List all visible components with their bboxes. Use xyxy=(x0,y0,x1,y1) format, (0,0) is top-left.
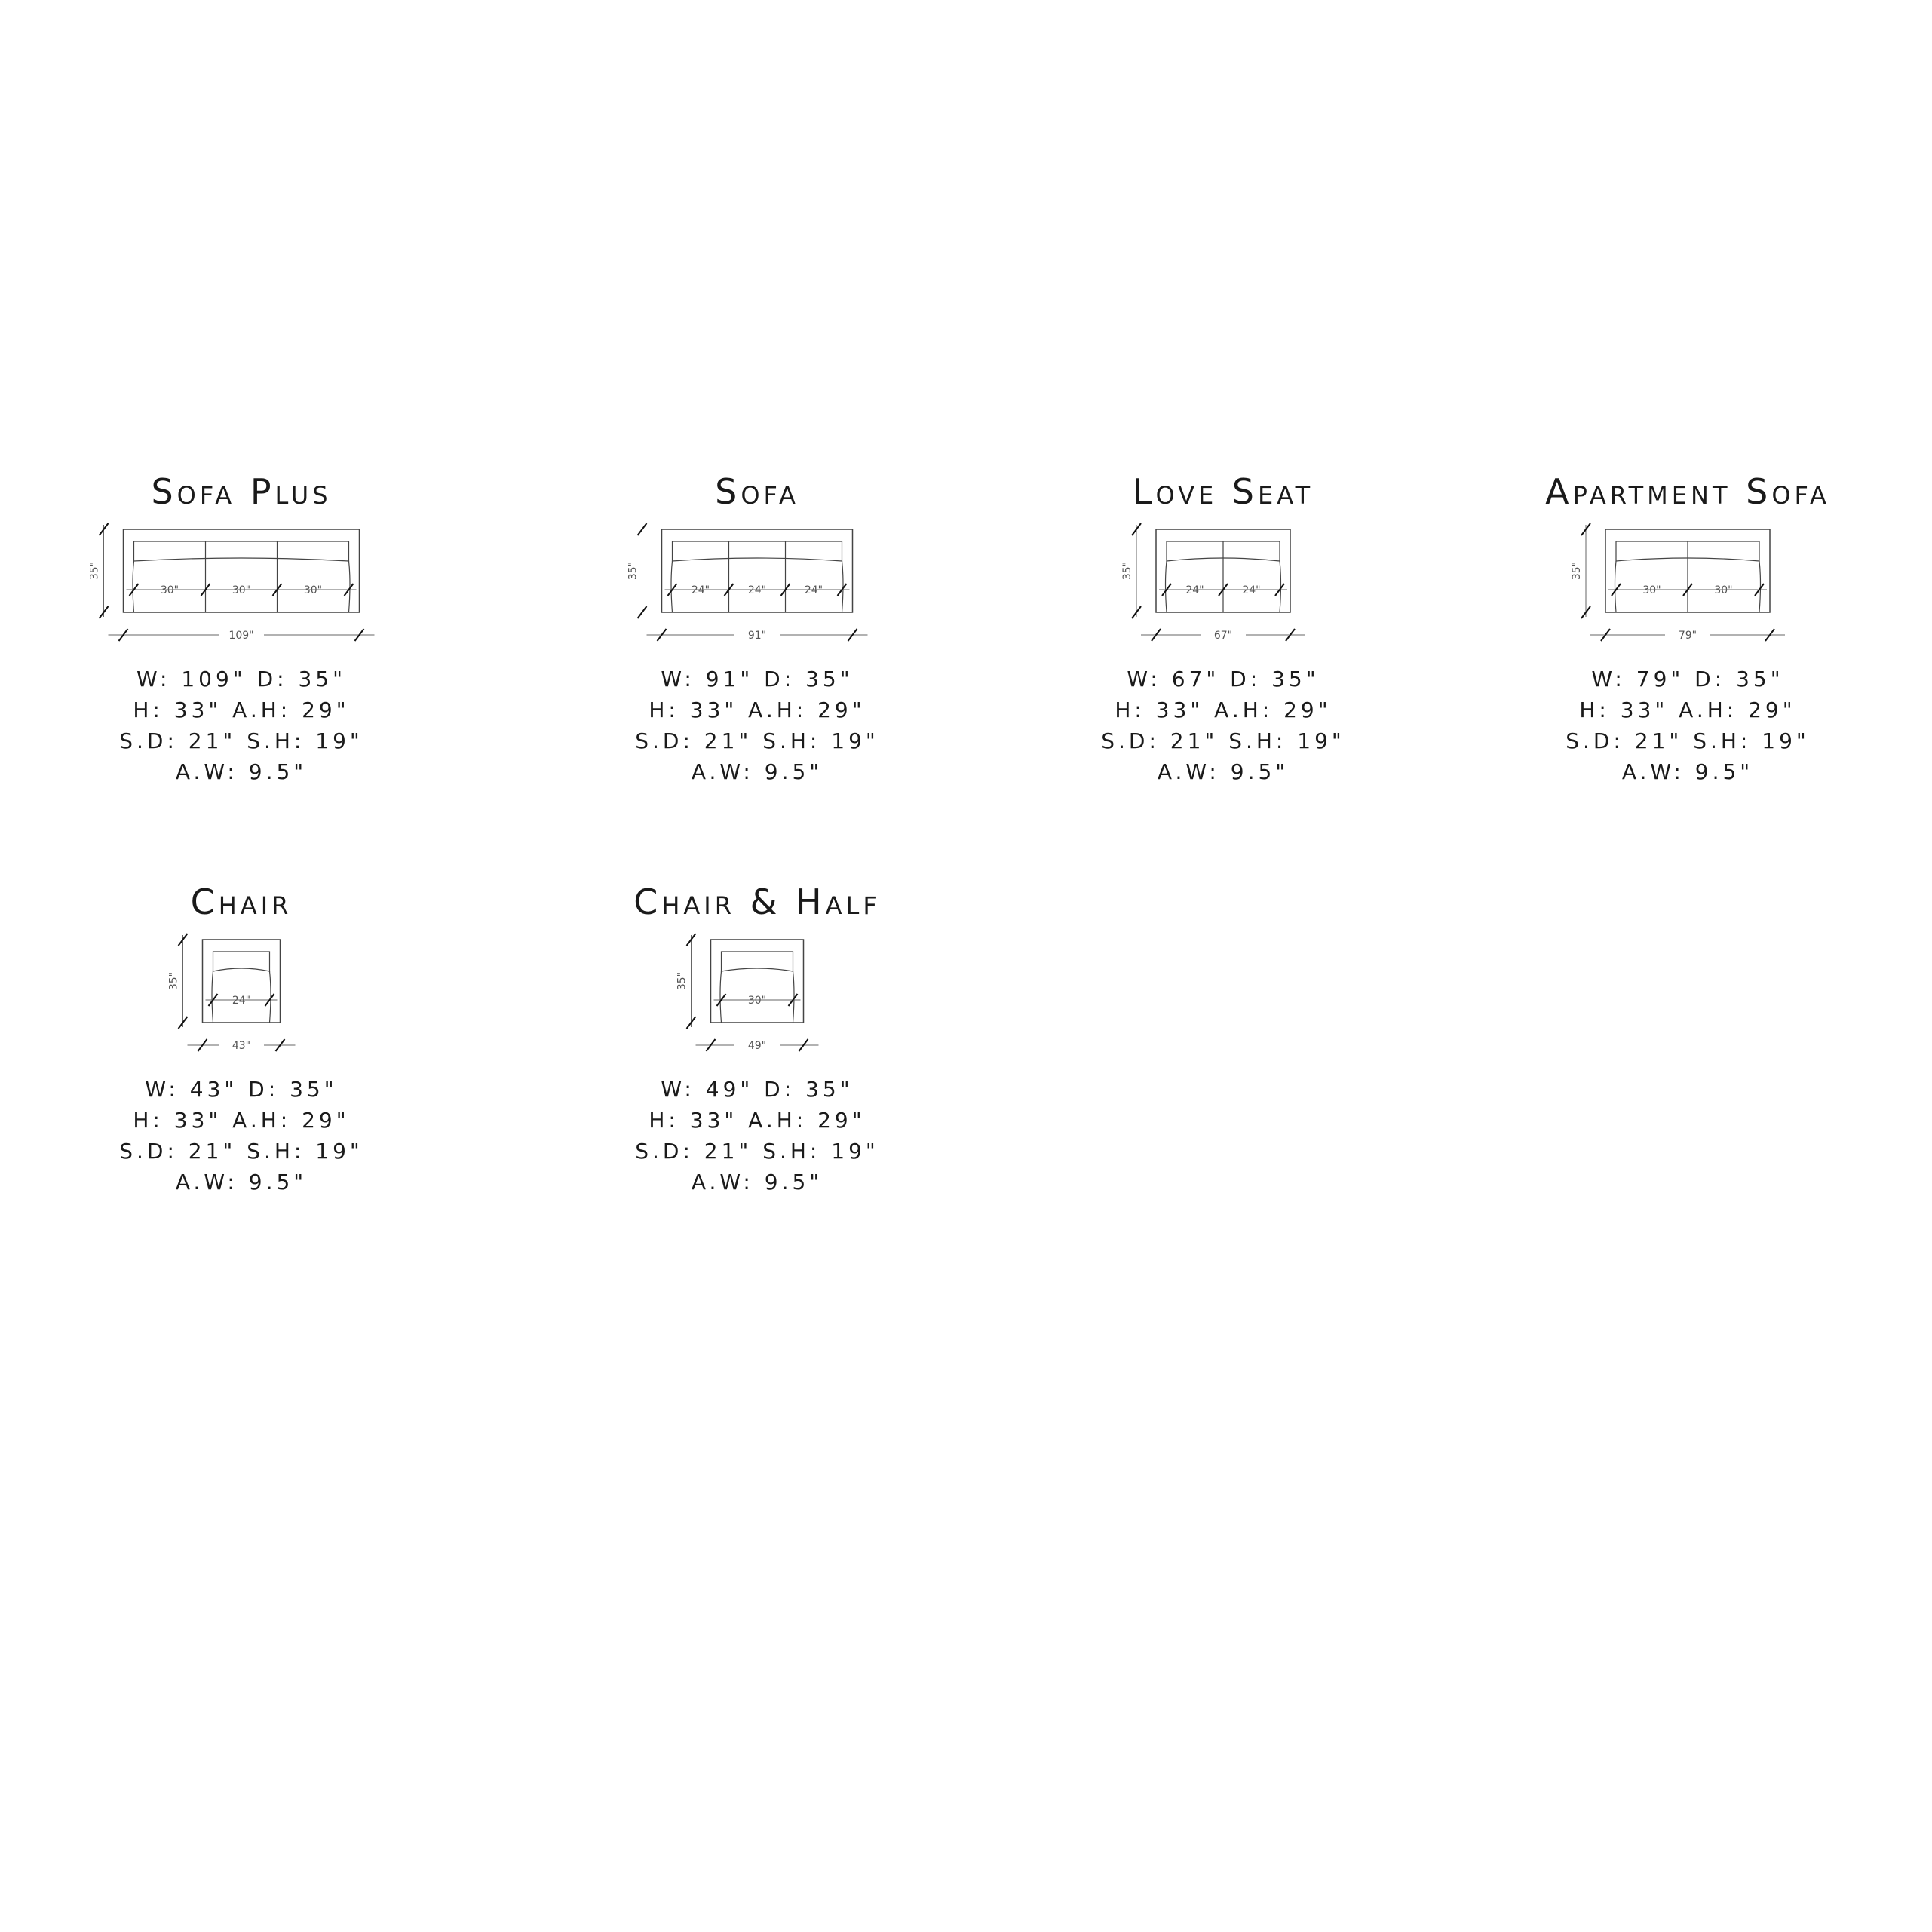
item-love-seat xyxy=(982,471,1464,787)
depth-label: 35" xyxy=(627,561,639,581)
spec-line: A.W: 9.5" xyxy=(691,759,823,784)
right-arm-line xyxy=(1759,561,1761,612)
left-arm-line xyxy=(1166,561,1167,612)
left-arm-line xyxy=(133,561,134,612)
spec-line: S.D: 21" S.H: 19" xyxy=(1101,728,1345,753)
spec-line: A.W: 9.5" xyxy=(691,1170,823,1194)
seat-width-label: 30" xyxy=(160,584,179,596)
depth-label: 35" xyxy=(167,971,180,991)
spec-line: W: 79" D: 35" xyxy=(1591,667,1784,692)
spec-line: W: 49" D: 35" xyxy=(661,1077,854,1102)
spec-line: A.W: 9.5" xyxy=(1621,759,1754,784)
item-specs xyxy=(516,664,998,787)
depth-label: 35" xyxy=(88,561,101,581)
item-title: Love Seat xyxy=(1132,471,1314,512)
spec-line: H: 33" A.H: 29" xyxy=(133,1108,350,1133)
overall-width-label: 43" xyxy=(232,1040,251,1052)
item-title: Apartment Sofa xyxy=(1545,471,1830,512)
chair-and-half-plan-drawing xyxy=(516,923,998,1059)
chair-plan-drawing xyxy=(0,923,483,1059)
spec-line: W: 91" D: 35" xyxy=(661,667,854,692)
spec-line: H: 33" A.H: 29" xyxy=(133,698,350,722)
seat-width-label: 30" xyxy=(303,584,323,596)
item-title: Chair & Half xyxy=(633,882,881,922)
seat-width-label: 30" xyxy=(1642,584,1661,596)
item-sofa-plus xyxy=(0,471,483,787)
spec-line: S.D: 21" S.H: 19" xyxy=(635,728,879,753)
depth-label: 35" xyxy=(1121,561,1133,581)
spec-line: S.D: 21" S.H: 19" xyxy=(1566,728,1810,753)
apartment-sofa-plan-drawing xyxy=(1446,513,1929,649)
overall-width-label: 79" xyxy=(1678,630,1697,642)
seat-width-label: 30" xyxy=(232,584,251,596)
item-chair xyxy=(0,881,483,1198)
left-arm-line xyxy=(720,971,722,1023)
overall-width-label: 67" xyxy=(1213,630,1233,642)
spec-line: A.W: 9.5" xyxy=(175,1170,308,1194)
seat-width-label: 30" xyxy=(747,995,767,1007)
seat-width-label: 24" xyxy=(232,995,251,1007)
back-cushion xyxy=(673,541,842,561)
item-specs xyxy=(1446,664,1929,787)
left-arm-line xyxy=(671,561,673,612)
seat-width-label: 24" xyxy=(1185,584,1204,596)
spec-line: H: 33" A.H: 29" xyxy=(1115,698,1332,722)
item-chair-and-half xyxy=(516,881,998,1198)
spec-line: W: 109" D: 35" xyxy=(136,667,346,692)
sofa-plan-drawing xyxy=(516,513,998,649)
left-arm-line xyxy=(1615,561,1617,612)
depth-label: 35" xyxy=(676,971,688,991)
seat-width-label: 30" xyxy=(1714,584,1733,596)
right-arm-line xyxy=(842,561,844,612)
overall-width-label: 109" xyxy=(228,630,254,642)
item-specs xyxy=(0,1074,483,1198)
right-arm-line xyxy=(1280,561,1281,612)
love-seat-plan-drawing xyxy=(982,513,1464,649)
item-title: Sofa xyxy=(715,471,799,512)
item-specs xyxy=(516,1074,998,1198)
item-specs xyxy=(982,664,1464,787)
item-apartment-sofa xyxy=(1446,471,1929,787)
spec-line: S.D: 21" S.H: 19" xyxy=(635,1139,879,1164)
spec-line: A.W: 9.5" xyxy=(175,759,308,784)
spec-line: H: 33" A.H: 29" xyxy=(649,698,866,722)
back-cushion xyxy=(134,541,349,561)
overall-width-label: 91" xyxy=(747,630,767,642)
item-title: Sofa Plus xyxy=(151,471,332,512)
sofa-plus-plan-drawing xyxy=(0,513,483,649)
item-specs xyxy=(0,664,483,787)
right-arm-line xyxy=(270,971,271,1023)
spec-line: H: 33" A.H: 29" xyxy=(649,1108,866,1133)
seat-width-label: 24" xyxy=(1242,584,1261,596)
spec-line: W: 43" D: 35" xyxy=(145,1077,338,1102)
seat-width-label: 24" xyxy=(747,584,767,596)
back-cushion xyxy=(722,952,793,971)
spec-line: S.D: 21" S.H: 19" xyxy=(119,1139,363,1164)
back-cushion xyxy=(213,952,270,971)
depth-label: 35" xyxy=(1571,561,1583,581)
item-title: Chair xyxy=(190,882,293,922)
right-arm-line xyxy=(349,561,351,612)
spec-line: H: 33" A.H: 29" xyxy=(1579,698,1796,722)
spec-line: W: 67" D: 35" xyxy=(1127,667,1320,692)
left-arm-line xyxy=(212,971,213,1023)
seat-width-label: 24" xyxy=(804,584,823,596)
overall-width-label: 49" xyxy=(747,1040,767,1052)
seat-width-label: 24" xyxy=(691,584,710,596)
item-sofa xyxy=(516,471,998,787)
spec-line: A.W: 9.5" xyxy=(1157,759,1290,784)
right-arm-line xyxy=(793,971,795,1023)
spec-line: S.D: 21" S.H: 19" xyxy=(119,728,363,753)
